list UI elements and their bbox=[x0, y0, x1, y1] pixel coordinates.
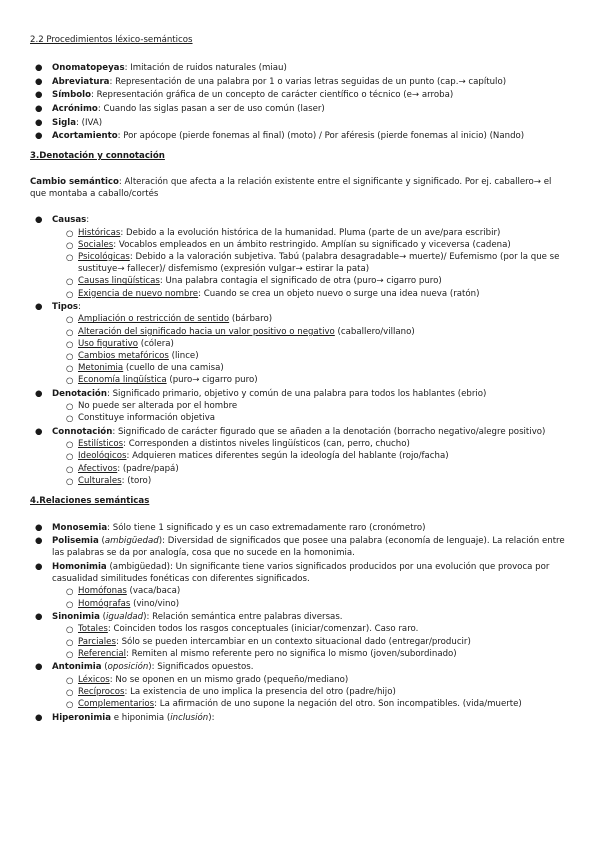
colon: : bbox=[77, 302, 81, 313]
list-item bbox=[30, 130, 568, 142]
paren: ) bbox=[143, 612, 147, 623]
sublist-item bbox=[64, 412, 568, 424]
definition: : Una palabra contagia el significado de otra (puro→ cigarro puro) bbox=[159, 276, 442, 287]
colon: : bbox=[86, 215, 90, 226]
definition: : Significado primario, objetivo y común de una palabra para todos los hablantes (ebrio) bbox=[106, 389, 487, 399]
term: Antonimia bbox=[52, 662, 102, 673]
list-item-tipos bbox=[30, 301, 568, 386]
sublist-item bbox=[64, 686, 568, 698]
sublist-item bbox=[64, 288, 568, 300]
term: Connotación bbox=[52, 427, 113, 437]
definition: : Por apócope (pierde fonemas al final) (moto) / Por aféresis (pierde fonemas al inicio) (Nando) bbox=[117, 131, 525, 142]
paren: ( bbox=[98, 536, 105, 547]
example: (vaca/baca) bbox=[126, 586, 181, 597]
causas-sublist bbox=[64, 227, 568, 300]
qualifier: igualdad bbox=[106, 612, 144, 623]
definition: : Vocablos empleados en un ámbito restringido. Amplían su significado y viceversa (cadena) bbox=[113, 239, 511, 250]
example: (cólera) bbox=[137, 338, 174, 349]
definition: (ambigüedad): Un significante tiene varios significados producidos por una evolución que provoca por casualidad similitudes fonéticas con diferentes significados. bbox=[52, 562, 550, 585]
sinonimia-sublist bbox=[64, 623, 568, 660]
sublist-item bbox=[64, 698, 568, 710]
definition: : Representación de una palabra por 1 o varias letras seguidas de un punto (cap.→ capítulo) bbox=[109, 76, 507, 87]
definition: : Relación semántica entre palabras diversas. bbox=[146, 612, 343, 623]
definition: : Alteración que afecta a la relación existente entre el significante y significado. Por ej. caballero→ el que montaba a caballo/cortés bbox=[30, 176, 552, 200]
list-item bbox=[30, 62, 568, 74]
sublist-item bbox=[64, 362, 568, 374]
paren: ) bbox=[148, 662, 152, 673]
list-item-denotacion bbox=[30, 388, 568, 425]
example: (bárbaro) bbox=[229, 314, 273, 325]
term: Símbolo bbox=[52, 90, 91, 101]
definition: : Coinciden todos los rasgos conceptuales (iniciar/comenzar). Caso raro. bbox=[107, 624, 419, 635]
antonimia-sublist bbox=[64, 674, 568, 711]
term: Recíprocos bbox=[78, 686, 125, 697]
term: Metonimia bbox=[78, 363, 124, 374]
term: Históricas bbox=[78, 227, 121, 238]
qualifier: ambigüedad bbox=[104, 536, 159, 547]
example: (vino/vino) bbox=[130, 598, 180, 609]
term: Alteración del significado hacia un valor positivo o negativo bbox=[78, 326, 335, 337]
term: Economía lingüística bbox=[78, 375, 167, 386]
term: Sociales bbox=[78, 239, 114, 250]
sublist-item bbox=[64, 463, 568, 475]
term: Estilísticos bbox=[78, 439, 124, 450]
definition: : Remiten al mismo referente pero no significa lo mismo (joven/subordinado) bbox=[126, 648, 457, 659]
definition: : Significado de carácter figurado que se añaden a la denotación (borracho negativo/alegre positivo) bbox=[112, 427, 546, 437]
term: Homófonas bbox=[78, 586, 127, 597]
definition: : Significados opuestos. bbox=[151, 662, 254, 673]
definition: : Diversidad de significados que posee una palabra (economía de lenguaje). La relación entre las palabras se da por analogía, cosa que no sucede en la homonimia. bbox=[52, 536, 565, 559]
list-item-connotacion bbox=[30, 426, 568, 487]
example: (caballero/villano) bbox=[334, 326, 415, 337]
sublist-item bbox=[64, 598, 568, 610]
text: e hiponimia ( bbox=[111, 712, 171, 723]
list-item bbox=[30, 89, 568, 101]
qualifier: inclusión bbox=[170, 712, 209, 723]
sublist-item bbox=[64, 350, 568, 362]
term: Ampliación o restricción de sentido bbox=[78, 314, 230, 325]
term: Parciales bbox=[78, 636, 116, 647]
sublist-item bbox=[64, 475, 568, 487]
term: Cambios metafóricos bbox=[78, 351, 169, 361]
sublist-item bbox=[64, 636, 568, 648]
term: Sigla bbox=[52, 117, 77, 128]
term: Acortamiento bbox=[52, 131, 118, 142]
term: Causas bbox=[52, 215, 87, 226]
definition: : Corresponden a distintos niveles lingüísticos (can, perro, chucho) bbox=[123, 439, 410, 450]
denotacion-sublist bbox=[64, 400, 568, 424]
term: Tipos bbox=[52, 302, 78, 313]
definition: : Sólo tiene 1 significado y es un caso extremadamente raro (cronómetro) bbox=[107, 522, 426, 533]
term: Complementarios bbox=[78, 699, 155, 710]
paren: ( bbox=[101, 662, 108, 673]
sublist-item bbox=[64, 674, 568, 686]
definition: : Imitación de ruidos naturales (miau) bbox=[124, 63, 287, 74]
sublist-item bbox=[64, 400, 568, 412]
list-item-antonimia bbox=[30, 661, 568, 710]
relaciones-list bbox=[30, 522, 568, 724]
definition: : (IVA) bbox=[76, 117, 103, 128]
term: Exigencia de nuevo nombre bbox=[78, 288, 199, 299]
connotacion-sublist bbox=[64, 438, 568, 487]
sublist-item bbox=[64, 374, 568, 386]
definition: : Cuando se crea un objeto nuevo o surge una idea nueva (ratón) bbox=[198, 288, 480, 299]
example: (cuello de una camisa) bbox=[123, 363, 224, 374]
term: Hiperonimia bbox=[52, 712, 112, 723]
sublist-item bbox=[64, 623, 568, 635]
list-item-causas bbox=[30, 214, 568, 299]
definition: : No se oponen en un mismo grado (pequeño/mediano) bbox=[109, 674, 349, 685]
term: Sinonimia bbox=[52, 612, 100, 623]
sublist-item bbox=[64, 275, 568, 287]
example: (lince) bbox=[168, 351, 199, 361]
definition: : La existencia de uno implica la presencia del otro (padre/hijo) bbox=[124, 686, 396, 697]
sublist-item bbox=[64, 313, 568, 325]
sublist-item bbox=[64, 251, 568, 275]
list-item bbox=[30, 103, 568, 115]
tipos-sublist bbox=[64, 313, 568, 386]
definition: : Representación gráfica de un concepto de carácter científico o técnico (e→ arroba) bbox=[91, 90, 454, 101]
term: Abreviatura bbox=[52, 76, 110, 87]
term: Uso figurativo bbox=[78, 338, 138, 349]
cambio-semantico-paragraph bbox=[30, 176, 568, 200]
sublist-item bbox=[64, 227, 568, 239]
list-item-sinonimia bbox=[30, 611, 568, 660]
term: Totales bbox=[78, 624, 108, 635]
definition: : Debido a la valoración subjetiva. Tabú (palabra desagradable→ muerte)/ Eufemismo (por la que se sustituye→ fallecer)/ disfemismo (expresión vulgar→ estirar la pata) bbox=[78, 251, 560, 275]
paren: ( bbox=[99, 612, 107, 623]
list-item bbox=[30, 117, 568, 129]
qualifier: oposición bbox=[107, 662, 149, 673]
definition: : (padre/papá) bbox=[117, 463, 179, 474]
definition: : (toro) bbox=[121, 475, 152, 486]
term: Onomatopeyas bbox=[52, 63, 125, 74]
list-item-polisemia bbox=[30, 535, 568, 559]
section-title-3: 3.Denotación y connotación bbox=[30, 150, 165, 161]
definition: : Debido a la evolución histórica de la humanidad. Pluma (parte de un ave/para escribir) bbox=[120, 227, 501, 238]
definition: : Sólo se pueden intercambiar en un contexto situacional dado (entregar/producir) bbox=[115, 636, 471, 647]
sublist-item bbox=[64, 648, 568, 660]
sublist-item bbox=[64, 326, 568, 338]
section-title-2-2: 2.2 Procedimientos léxico-semánticos bbox=[30, 35, 193, 45]
term: Afectivos bbox=[78, 463, 118, 474]
cambio-semantico-list bbox=[30, 214, 568, 487]
sublist-item bbox=[64, 585, 568, 597]
definition: : Cuando las siglas pasan a ser de uso común (laser) bbox=[97, 103, 325, 114]
term: Denotación bbox=[52, 389, 107, 399]
note: No puede ser alterada por el hombre bbox=[78, 401, 238, 412]
procedimientos-list bbox=[30, 62, 568, 142]
sublist-item bbox=[64, 239, 568, 251]
section-title-4: 4.Relaciones semánticas bbox=[30, 496, 150, 507]
term: Cambio semántico bbox=[30, 176, 119, 187]
note: Constituye información objetiva bbox=[78, 413, 216, 424]
example: (puro→ cigarro puro) bbox=[166, 375, 258, 386]
text: ): bbox=[208, 712, 215, 723]
list-item-hiperonimia bbox=[30, 712, 568, 724]
term: Homógrafas bbox=[78, 598, 131, 609]
term: Culturales bbox=[78, 475, 122, 486]
term: Léxicos bbox=[78, 674, 110, 685]
term: Monosemia bbox=[52, 522, 108, 533]
sublist-item bbox=[64, 438, 568, 450]
term: Polisemia bbox=[52, 536, 99, 547]
term: Ideológicos bbox=[78, 451, 127, 462]
term: Psicológicas bbox=[78, 251, 130, 262]
term: Causas lingüísticas bbox=[78, 276, 160, 287]
term: Homonimia bbox=[52, 562, 107, 572]
term: Acrónimo bbox=[52, 103, 98, 114]
definition: : Adquieren matices diferentes según la ideología del hablante (rojo/facha) bbox=[126, 451, 449, 462]
list-item-homonimia bbox=[30, 561, 568, 610]
definition: : La afirmación de uno supone la negación del otro. Son incompatibles. (vida/muerte) bbox=[154, 699, 522, 710]
sublist-item bbox=[64, 338, 568, 350]
sublist-item bbox=[64, 450, 568, 462]
list-item bbox=[30, 76, 568, 88]
paren: ) bbox=[158, 536, 163, 547]
term: Referencial bbox=[78, 648, 127, 659]
homonimia-sublist bbox=[64, 585, 568, 609]
list-item-monosemia bbox=[30, 522, 568, 534]
